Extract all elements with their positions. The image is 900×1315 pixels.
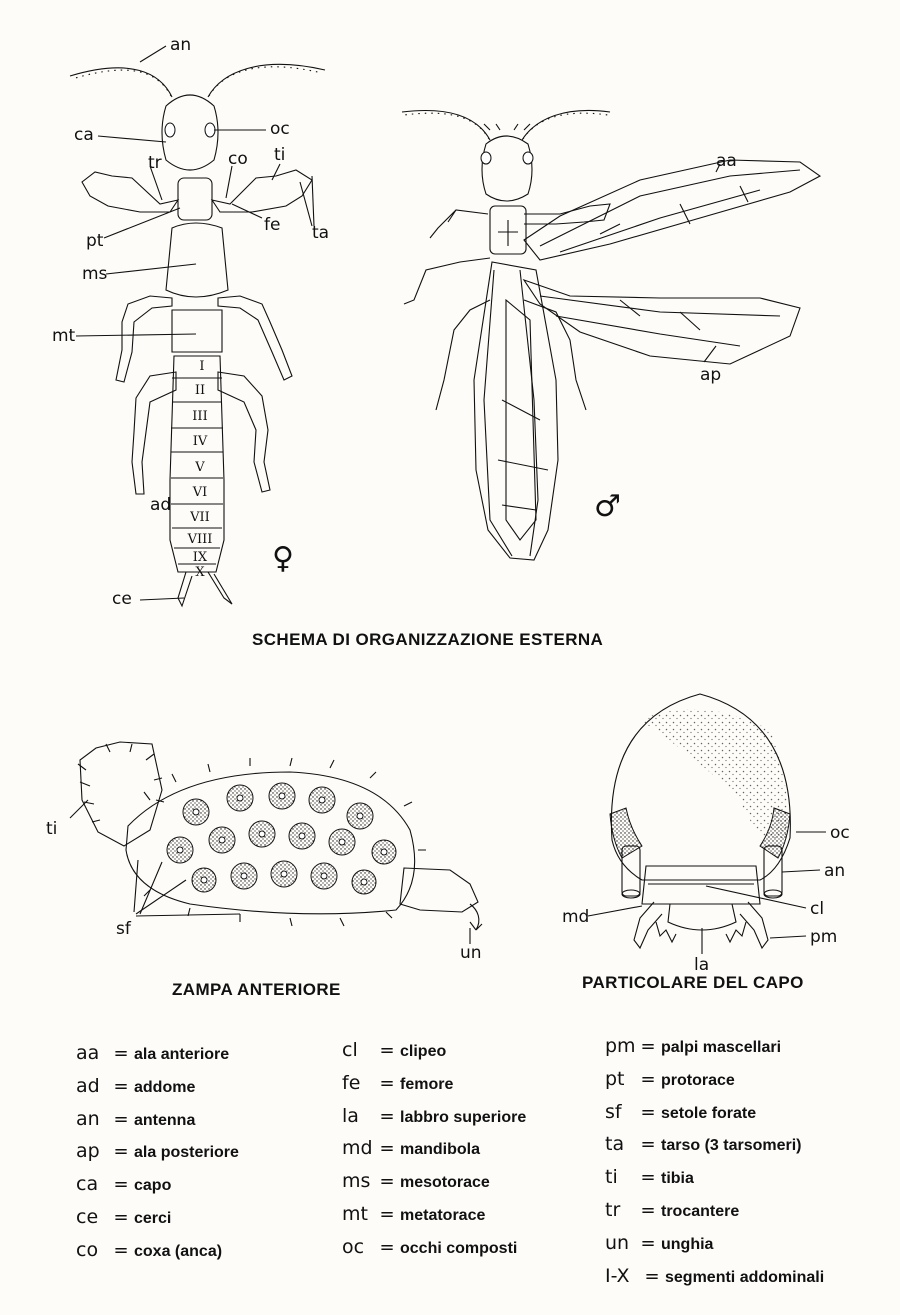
legend-desc: tibia [661, 1170, 694, 1188]
label-sf: sf [116, 919, 131, 939]
label-aa: aa [716, 151, 737, 171]
legend-equals: = [113, 1075, 129, 1097]
legend-abbr: ca [76, 1173, 99, 1196]
legend-abbr: ce [76, 1205, 99, 1228]
legend-abbr: tr [605, 1198, 621, 1221]
label-ta: ta [312, 223, 330, 243]
legend-abbr: ap [76, 1140, 100, 1163]
legend-abbr: oc [342, 1235, 365, 1258]
legend-entry [605, 1133, 824, 1166]
legend-entry [76, 1140, 239, 1173]
segment-numeral: I [199, 359, 205, 374]
caption-foreleg: ZAMPA ANTERIORE [172, 980, 341, 999]
legend-equals: = [113, 1043, 129, 1064]
legend-equals: = [379, 1171, 395, 1193]
legend-desc: tarso (3 tarsomeri) [661, 1137, 802, 1155]
legend-entry [342, 1072, 526, 1105]
legend-abbr: sf [605, 1100, 622, 1123]
legend-equals: = [640, 1036, 656, 1057]
legend-entry [342, 1039, 526, 1072]
legend-desc: mesotorace [400, 1174, 490, 1192]
legend-entry [76, 1173, 239, 1206]
legend-desc: palpi mascellari [661, 1039, 782, 1056]
legend-abbr: ad [76, 1074, 100, 1097]
legend-desc: cerci [134, 1209, 172, 1227]
male-symbol: ♂ [594, 489, 621, 524]
legend-entry [342, 1105, 526, 1138]
label-pm: pm [810, 927, 838, 947]
label-ti: ti [274, 145, 286, 165]
legend-abbr: un [605, 1231, 630, 1254]
legend-equals: = [113, 1141, 129, 1163]
label-md: md [562, 907, 590, 927]
label-leg-ti: ti [46, 819, 58, 839]
legend-abbr: ti [605, 1166, 618, 1189]
legend-equals: = [113, 1108, 129, 1130]
segment-numeral: VII [190, 510, 210, 525]
legend-desc: ala posteriore [134, 1144, 239, 1162]
legend-entry [605, 1166, 824, 1199]
segment-numeral: II [194, 383, 206, 398]
segment-numeral: X [195, 565, 205, 580]
legend-entry [76, 1042, 239, 1075]
caption-head-detail: PARTICOLARE DEL CAPO [582, 973, 804, 992]
label-tr: tr [148, 153, 162, 173]
legend-column-3 [605, 1035, 824, 1297]
legend-equals: = [379, 1236, 395, 1258]
legend-equals: = [379, 1138, 395, 1160]
label-ca: ca [74, 125, 94, 145]
legend-equals: = [640, 1134, 656, 1156]
label-an: an [170, 35, 192, 55]
legend-entry [342, 1137, 526, 1170]
legend-abbr: fe [342, 1071, 361, 1094]
legend-entry [76, 1108, 239, 1141]
legend-entry [76, 1075, 239, 1108]
legend-desc: femore [400, 1075, 454, 1093]
legend-equals: = [640, 1199, 656, 1221]
legend-entry [76, 1239, 239, 1272]
foreleg-drawing [70, 742, 482, 944]
label-pt: pt [86, 231, 104, 251]
legend-desc: trocantere [661, 1202, 740, 1220]
label-ad: ad [150, 495, 172, 515]
legend-desc: segmenti addominali [665, 1268, 825, 1286]
legend-abbr: co [76, 1238, 99, 1261]
legend-entry [342, 1170, 526, 1203]
legend-equals: = [379, 1072, 395, 1094]
legend-desc: addome [134, 1078, 196, 1096]
legend-entry [342, 1203, 526, 1236]
legend-equals: = [640, 1232, 656, 1254]
legend-entry [605, 1068, 824, 1101]
label-co: co [228, 149, 248, 169]
legend-abbr: mt [342, 1202, 368, 1225]
segment-numeral: VIII [187, 532, 213, 547]
legend-equals: = [640, 1068, 656, 1090]
label-cl: cl [810, 899, 825, 919]
legend-abbr: la [342, 1104, 359, 1127]
legend-equals: = [113, 1206, 129, 1228]
legend-equals: = [113, 1239, 129, 1261]
legend-entry [76, 1206, 239, 1239]
segment-numeral: III [192, 409, 208, 424]
label-un: un [460, 943, 482, 963]
legend-abbr: pm [605, 1035, 636, 1057]
legend-desc: ala anteriore [134, 1046, 230, 1063]
legend-abbr: an [76, 1107, 100, 1130]
label-ms: ms [82, 264, 108, 284]
legend-desc: metatorace [400, 1206, 486, 1224]
label-head-an: an [824, 861, 846, 881]
legend-abbr: aa [76, 1042, 100, 1064]
caption-external-organization: SCHEMA DI ORGANIZZAZIONE ESTERNA [252, 630, 604, 649]
legend-desc: labbro superiore [400, 1108, 527, 1126]
legend-equals: = [640, 1167, 656, 1189]
leader-ap [704, 346, 716, 362]
female-symbol: ♀ [272, 541, 294, 576]
label-fe: fe [264, 215, 281, 235]
segment-numeral: V [195, 460, 205, 475]
legend-desc: occhi composti [400, 1239, 518, 1257]
legend-desc: coxa (anca) [134, 1242, 223, 1260]
legend-entry [605, 1035, 824, 1068]
legend-desc: antenna [134, 1111, 196, 1129]
legend-equals: = [379, 1203, 395, 1225]
label-oc: oc [270, 119, 290, 139]
legend-abbr: ms [342, 1170, 371, 1193]
segment-numeral: VI [192, 485, 208, 500]
legend-entry [605, 1101, 824, 1134]
legend-entry [605, 1265, 824, 1298]
legend-desc: protorace [661, 1071, 735, 1089]
label-la: la [694, 955, 710, 975]
label-ap: ap [700, 365, 722, 385]
legend-column-2 [342, 1039, 526, 1269]
legend-abbr: pt [605, 1067, 625, 1090]
legend-equals: = [379, 1040, 395, 1061]
legend-abbr: ta [605, 1133, 625, 1156]
label-mt: mt [52, 326, 76, 346]
legend-desc: mandibola [400, 1141, 481, 1159]
legend-equals: = [644, 1265, 660, 1287]
legend-desc: capo [134, 1177, 172, 1195]
legend-desc: setole forate [661, 1104, 757, 1122]
legend-abbr: cl [342, 1039, 358, 1061]
legend-equals: = [113, 1174, 129, 1196]
legend-entry [342, 1236, 526, 1269]
legend-equals: = [379, 1105, 395, 1127]
head-detail-drawing [588, 694, 826, 954]
segment-numeral: IV [192, 434, 208, 449]
legend-column-1 [76, 1042, 239, 1272]
segment-numeral: IX [192, 550, 208, 565]
legend-equals: = [640, 1101, 656, 1123]
legend-desc: unghia [661, 1235, 714, 1253]
legend-entry [605, 1199, 824, 1232]
legend-desc: clipeo [400, 1043, 447, 1060]
legend-abbr: md [342, 1137, 373, 1160]
legend-abbr: I-X [605, 1264, 630, 1287]
label-head-oc: oc [830, 823, 850, 843]
legend-entry [605, 1232, 824, 1265]
label-ce: ce [112, 589, 132, 609]
